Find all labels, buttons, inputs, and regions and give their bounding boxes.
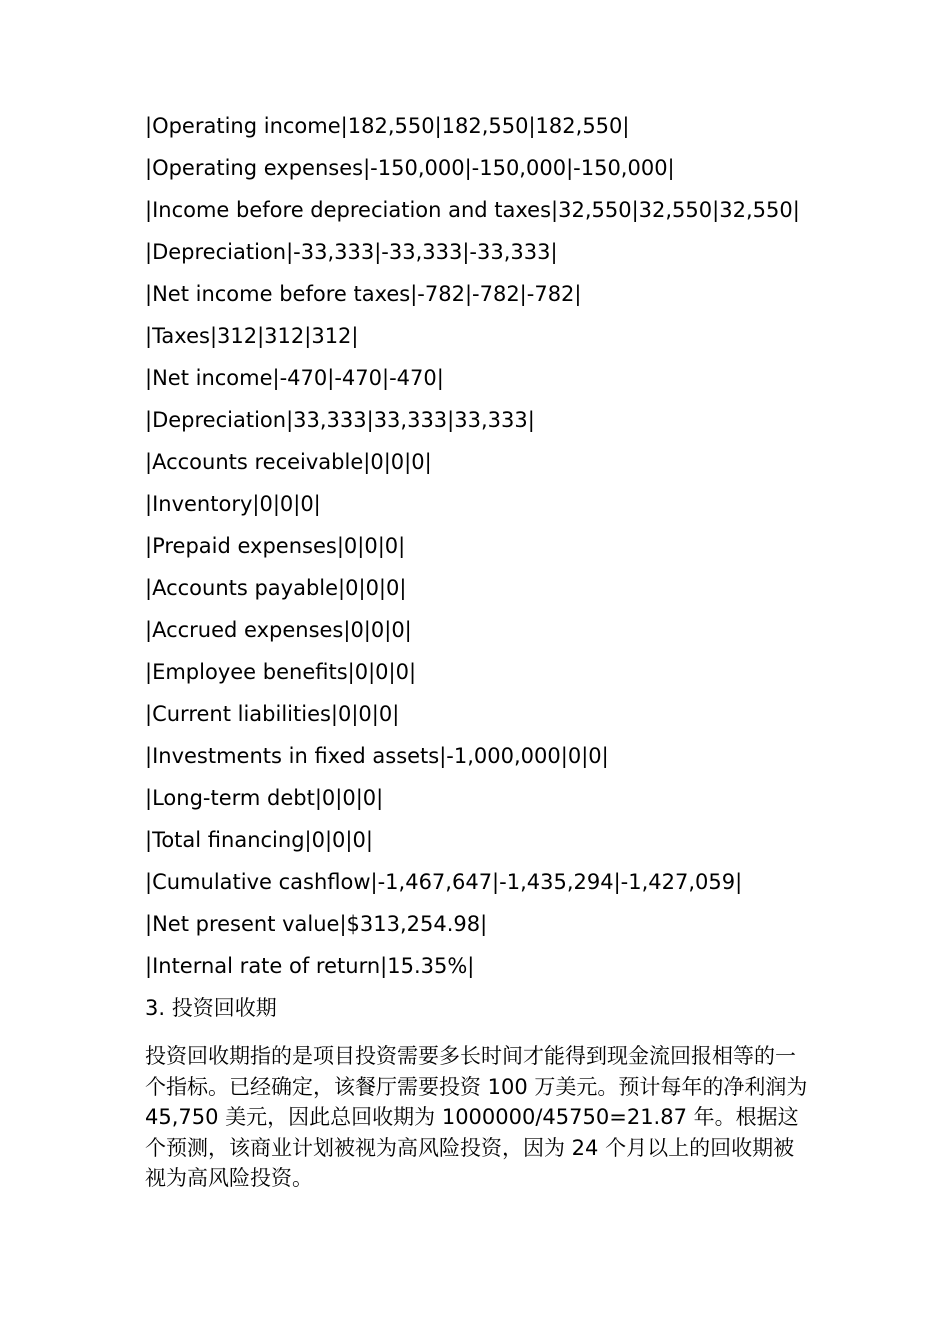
- table-row-inventory: |Inventory|0|0|0|: [145, 492, 321, 516]
- table-row-accounts-payable: |Accounts payable|0|0|0|: [145, 576, 407, 600]
- table-row-investments-fixed-assets: |Investments in fixed assets|-1,000,000|0|0|: [145, 744, 609, 768]
- row-text: |Income before depreciation and taxes|32,550|32,550|32,550|: [145, 198, 800, 222]
- table-row-depreciation-negative: |Depreciation|-33,333|-33,333|-33,333|: [145, 240, 558, 264]
- table-row-income-before-depreciation: [145, 197, 810, 223]
- table-row-taxes: |Taxes|312|312|312|: [145, 324, 359, 348]
- table-row-prepaid-expenses: |Prepaid expenses|0|0|0|: [145, 534, 406, 558]
- document-page: [145, 113, 810, 1194]
- section-heading: 3. 投资回收期: [145, 996, 277, 1020]
- table-row-cumulative-cashflow: |Cumulative cashflow|-1,467,647|-1,435,294|-1,427,059|: [145, 870, 743, 894]
- table-row-total-financing: |Total financing|0|0|0|: [145, 828, 373, 852]
- table-row-net-present-value: |Net present value|$313,254.98|: [145, 912, 488, 936]
- section-paragraph: 投资回收期指的是项目投资需要多长时间才能得到现金流回报相等的一个指标。已经确定，该餐厅需要投资 100 万美元。预计每年的净利润为 45,750 美元，因此总回收期为 1000000/45750=21.87 年。根据这个预测，该商业计划被视为高风险投资，因为 24 个月以上的回收期被视为高风险投资。: [145, 1044, 808, 1190]
- table-row-net-income: |Net income|-470|-470|-470|: [145, 366, 444, 390]
- table-row-current-liabilities: |Current liabilities|0|0|0|: [145, 702, 400, 726]
- table-row-accounts-receivable: |Accounts receivable|0|0|0|: [145, 450, 432, 474]
- table-row-employee-benefits: |Employee benefits|0|0|0|: [145, 660, 417, 684]
- table-row-operating-expenses: |Operating expenses|-150,000|-150,000|-150,000|: [145, 156, 675, 180]
- table-row-net-income-before-taxes: |Net income before taxes|-782|-782|-782|: [145, 282, 582, 306]
- table-row-internal-rate-of-return: |Internal rate of return|15.35%|: [145, 954, 475, 978]
- table-row-depreciation-positive: |Depreciation|33,333|33,333|33,333|: [145, 408, 535, 432]
- table-row-operating-income: |Operating income|182,550|182,550|182,550|: [145, 114, 630, 138]
- table-row-long-term-debt: |Long-term debt|0|0|0|: [145, 786, 384, 810]
- table-row-accrued-expenses: |Accrued expenses|0|0|0|: [145, 618, 412, 642]
